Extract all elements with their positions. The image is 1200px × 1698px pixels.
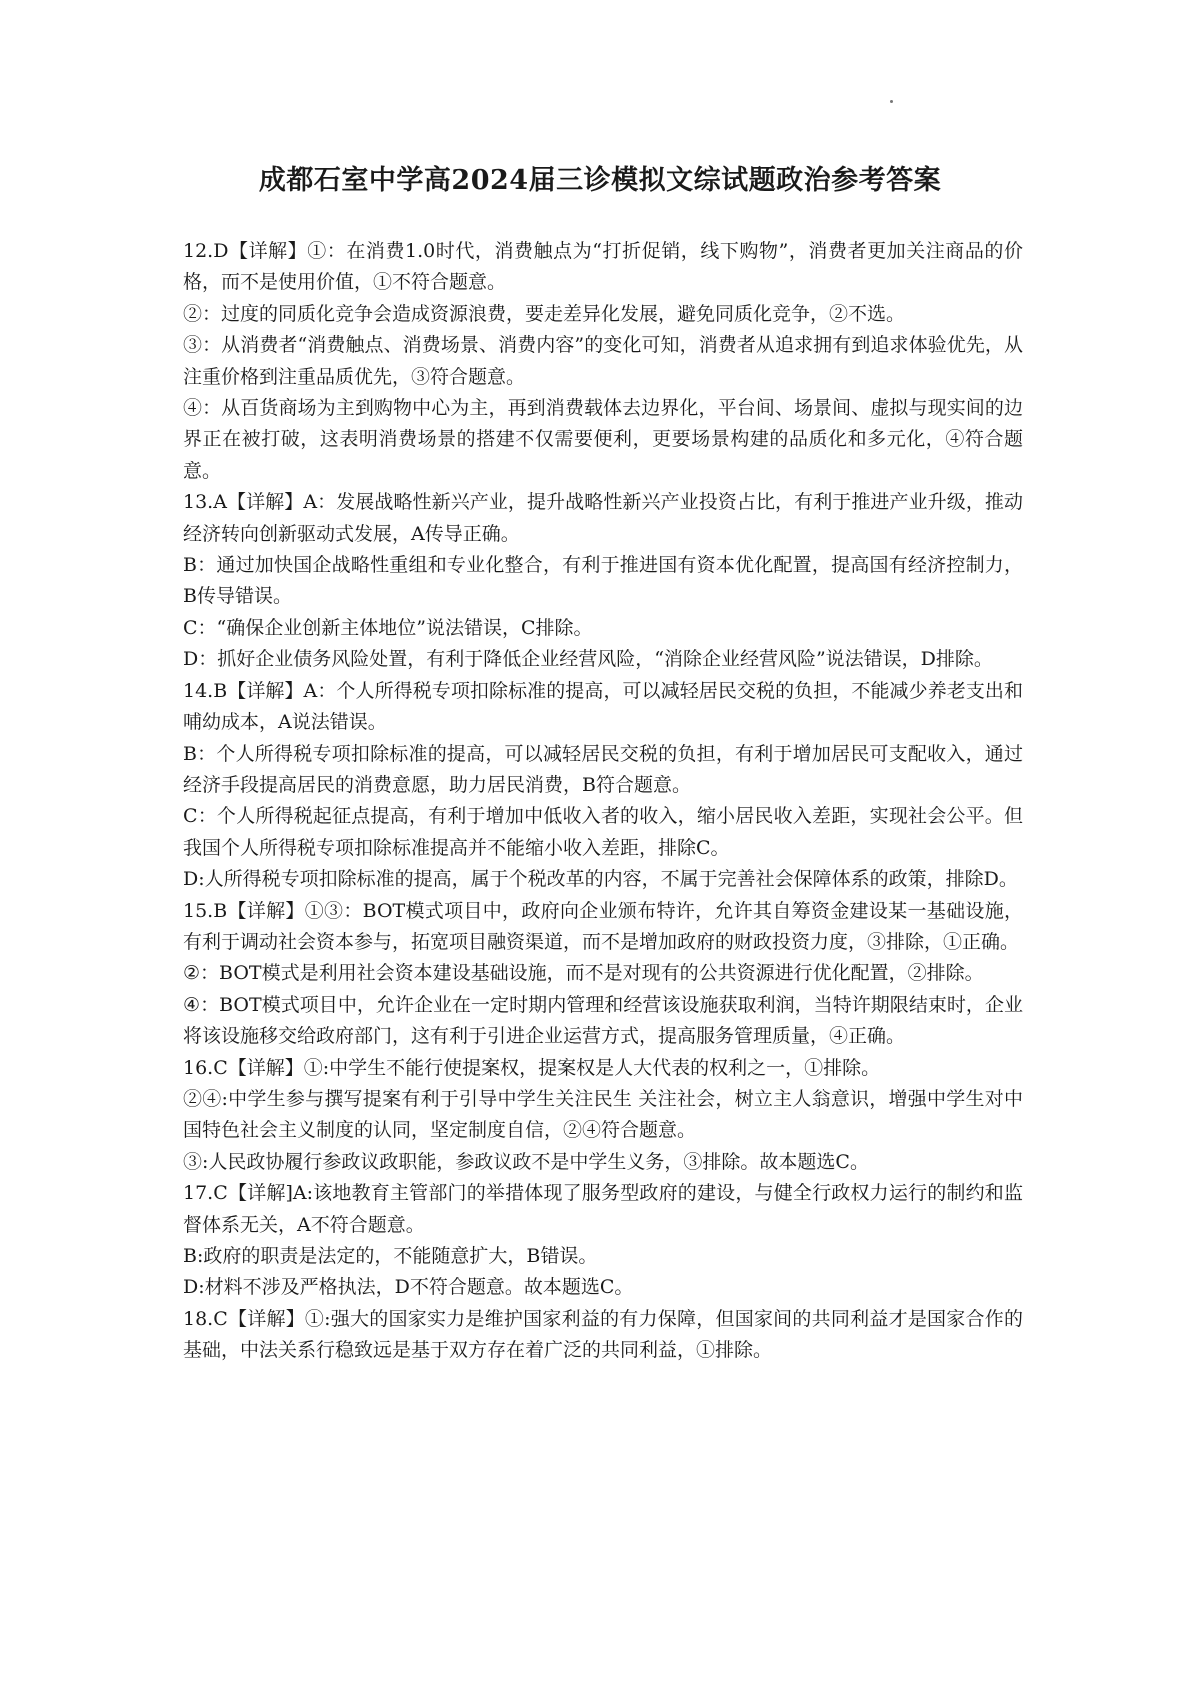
answer-14-item-c: C：个人所得税起征点提高，有利于增加中低收入者的收入，缩小居民收入差距，实现社会公平。但我国个人所得税专项扣除标准提高并不能缩小收入差距，排除C。 <box>183 805 1023 859</box>
scan-speck <box>890 100 893 103</box>
answer-13-item-b: B：通过加快国企战略性重组和专业化整合，有利于推进国有资本优化配置，提高国有经济控制力，B传导错误。 <box>183 554 1023 608</box>
answer-13-item-c: C：“确保企业创新主体地位”说法错误，C排除。 <box>183 616 593 639</box>
answer-16-item-3: ③:人民政协履行参政议政职能，参政议政不是中学生义务，③排除。故本题选C。 <box>183 1150 869 1173</box>
answer-18-item-1: 18.C【详解】①:强大的国家实力是维护国家利益的有力保障，但国家间的共同利益才是国家合作的基础，中法关系行稳致远是基于双方存在着广泛的共同利益，①排除。 <box>183 1307 1023 1362</box>
answer-12-item-2: ②：过度的同质化竞争会造成资源浪费，要走差异化发展，避免同质化竞争，②不选。 <box>183 302 906 325</box>
answer-15-item-2: ②：BOT模式是利用社会资本建设基础设施，而不是对现有的公共资源进行优化配置，②排除。 <box>183 962 984 985</box>
answer-13-item-a: 13.A【详解】A：发展战略性新兴产业，提升战略性新兴产业投资占比，有利于推进产业升级，推动经济转向创新驱动式发展，A传导正确。 <box>183 491 1023 545</box>
answer-15-item-1-3: 15.B【详解】①③：BOT模式项目中，政府向企业颁布特许，允许其自筹资金建设某一基础设施，有利于调动社会资本参与，拓宽项目融资渠道，而不是增加政府的财政投资力度，③排除，①正确。 <box>183 899 1023 953</box>
answer-14-item-d: D:人所得税专项扣除标准的提高，属于个税改革的内容，不属于完善社会保障体系的政策，排除D。 <box>183 868 1018 891</box>
page-title: 成都石室中学高2024届三诊模拟文综试题政治参考答案 <box>258 165 942 196</box>
answer-12-item-3: ③：从消费者“消费触点、消费场景、消费内容”的变化可知，消费者从追求拥有到追求体验优先，从注重价格到注重品质优先，③符合题意。 <box>183 334 1023 388</box>
answer-16-item-1: 16.C【详解】①:中学生不能行使提案权，提案权是人大代表的权利之一，①排除。 <box>183 1056 881 1079</box>
answer-17-item-d: D:材料不涉及严格执法，D不符合题意。故本题选C。 <box>183 1276 634 1299</box>
answer-17-item-b: B:政府的职责是法定的，不能随意扩大，B错误。 <box>183 1245 598 1267</box>
answer-13-item-d: D：抓好企业债务风险处置，有利于降低企业经营风险，“消除企业经营风险”说法错误，D排除。 <box>183 648 993 671</box>
answer-14-item-a: 14.B【详解】A：个人所得税专项扣除标准的提高，可以减轻居民交税的负担，不能减少养老支出和哺幼成本，A说法错误。 <box>183 679 1023 734</box>
answer-15-item-4: ④：BOT模式项目中，允许企业在一定时期内管理和经营该设施获取利润，当特许期限结束时，企业将该设施移交给政府部门，这有利于引进企业运营方式，提高服务管理质量，④正确。 <box>183 993 1023 1048</box>
answer-body <box>183 236 1023 1367</box>
answer-14-item-b: B：个人所得税专项扣除标准的提高，可以减轻居民交税的负担，有利于增加居民可支配收入，通过经济手段提高居民的消费意愿，助力居民消费，B符合题意。 <box>183 742 1023 796</box>
answer-16-item-2-4: ②④:中学生参与撰写提案有利于引导中学生关注民生 关注社会，树立主人翁意识，增强中学生对中国特色社会主义制度的认同，坚定制度自信，②④符合题意。 <box>183 1087 1023 1142</box>
answer-12-item-4: ④：从百货商场为主到购物中心为主，再到消费载体去边界化，平台间、场景间、虚拟与现实间的边界正在被打破，这表明消费场景的搭建不仅需要便利，更要场景构建的品质化和多元化，④符合题意。 <box>183 397 1023 482</box>
answer-12-item-1: 12.D【详解】①：在消费1.0时代，消费触点为“打折促销，线下购物”，消费者更加关注商品的价格，而不是使用价值，①不符合题意。 <box>183 240 1023 294</box>
answer-17-item-a: 17.C【详解]A:该地教育主管部门的举措体现了服务型政府的建设，与健全行政权力运行的制约和监督体系无关，A不符合题意。 <box>183 1182 1023 1236</box>
